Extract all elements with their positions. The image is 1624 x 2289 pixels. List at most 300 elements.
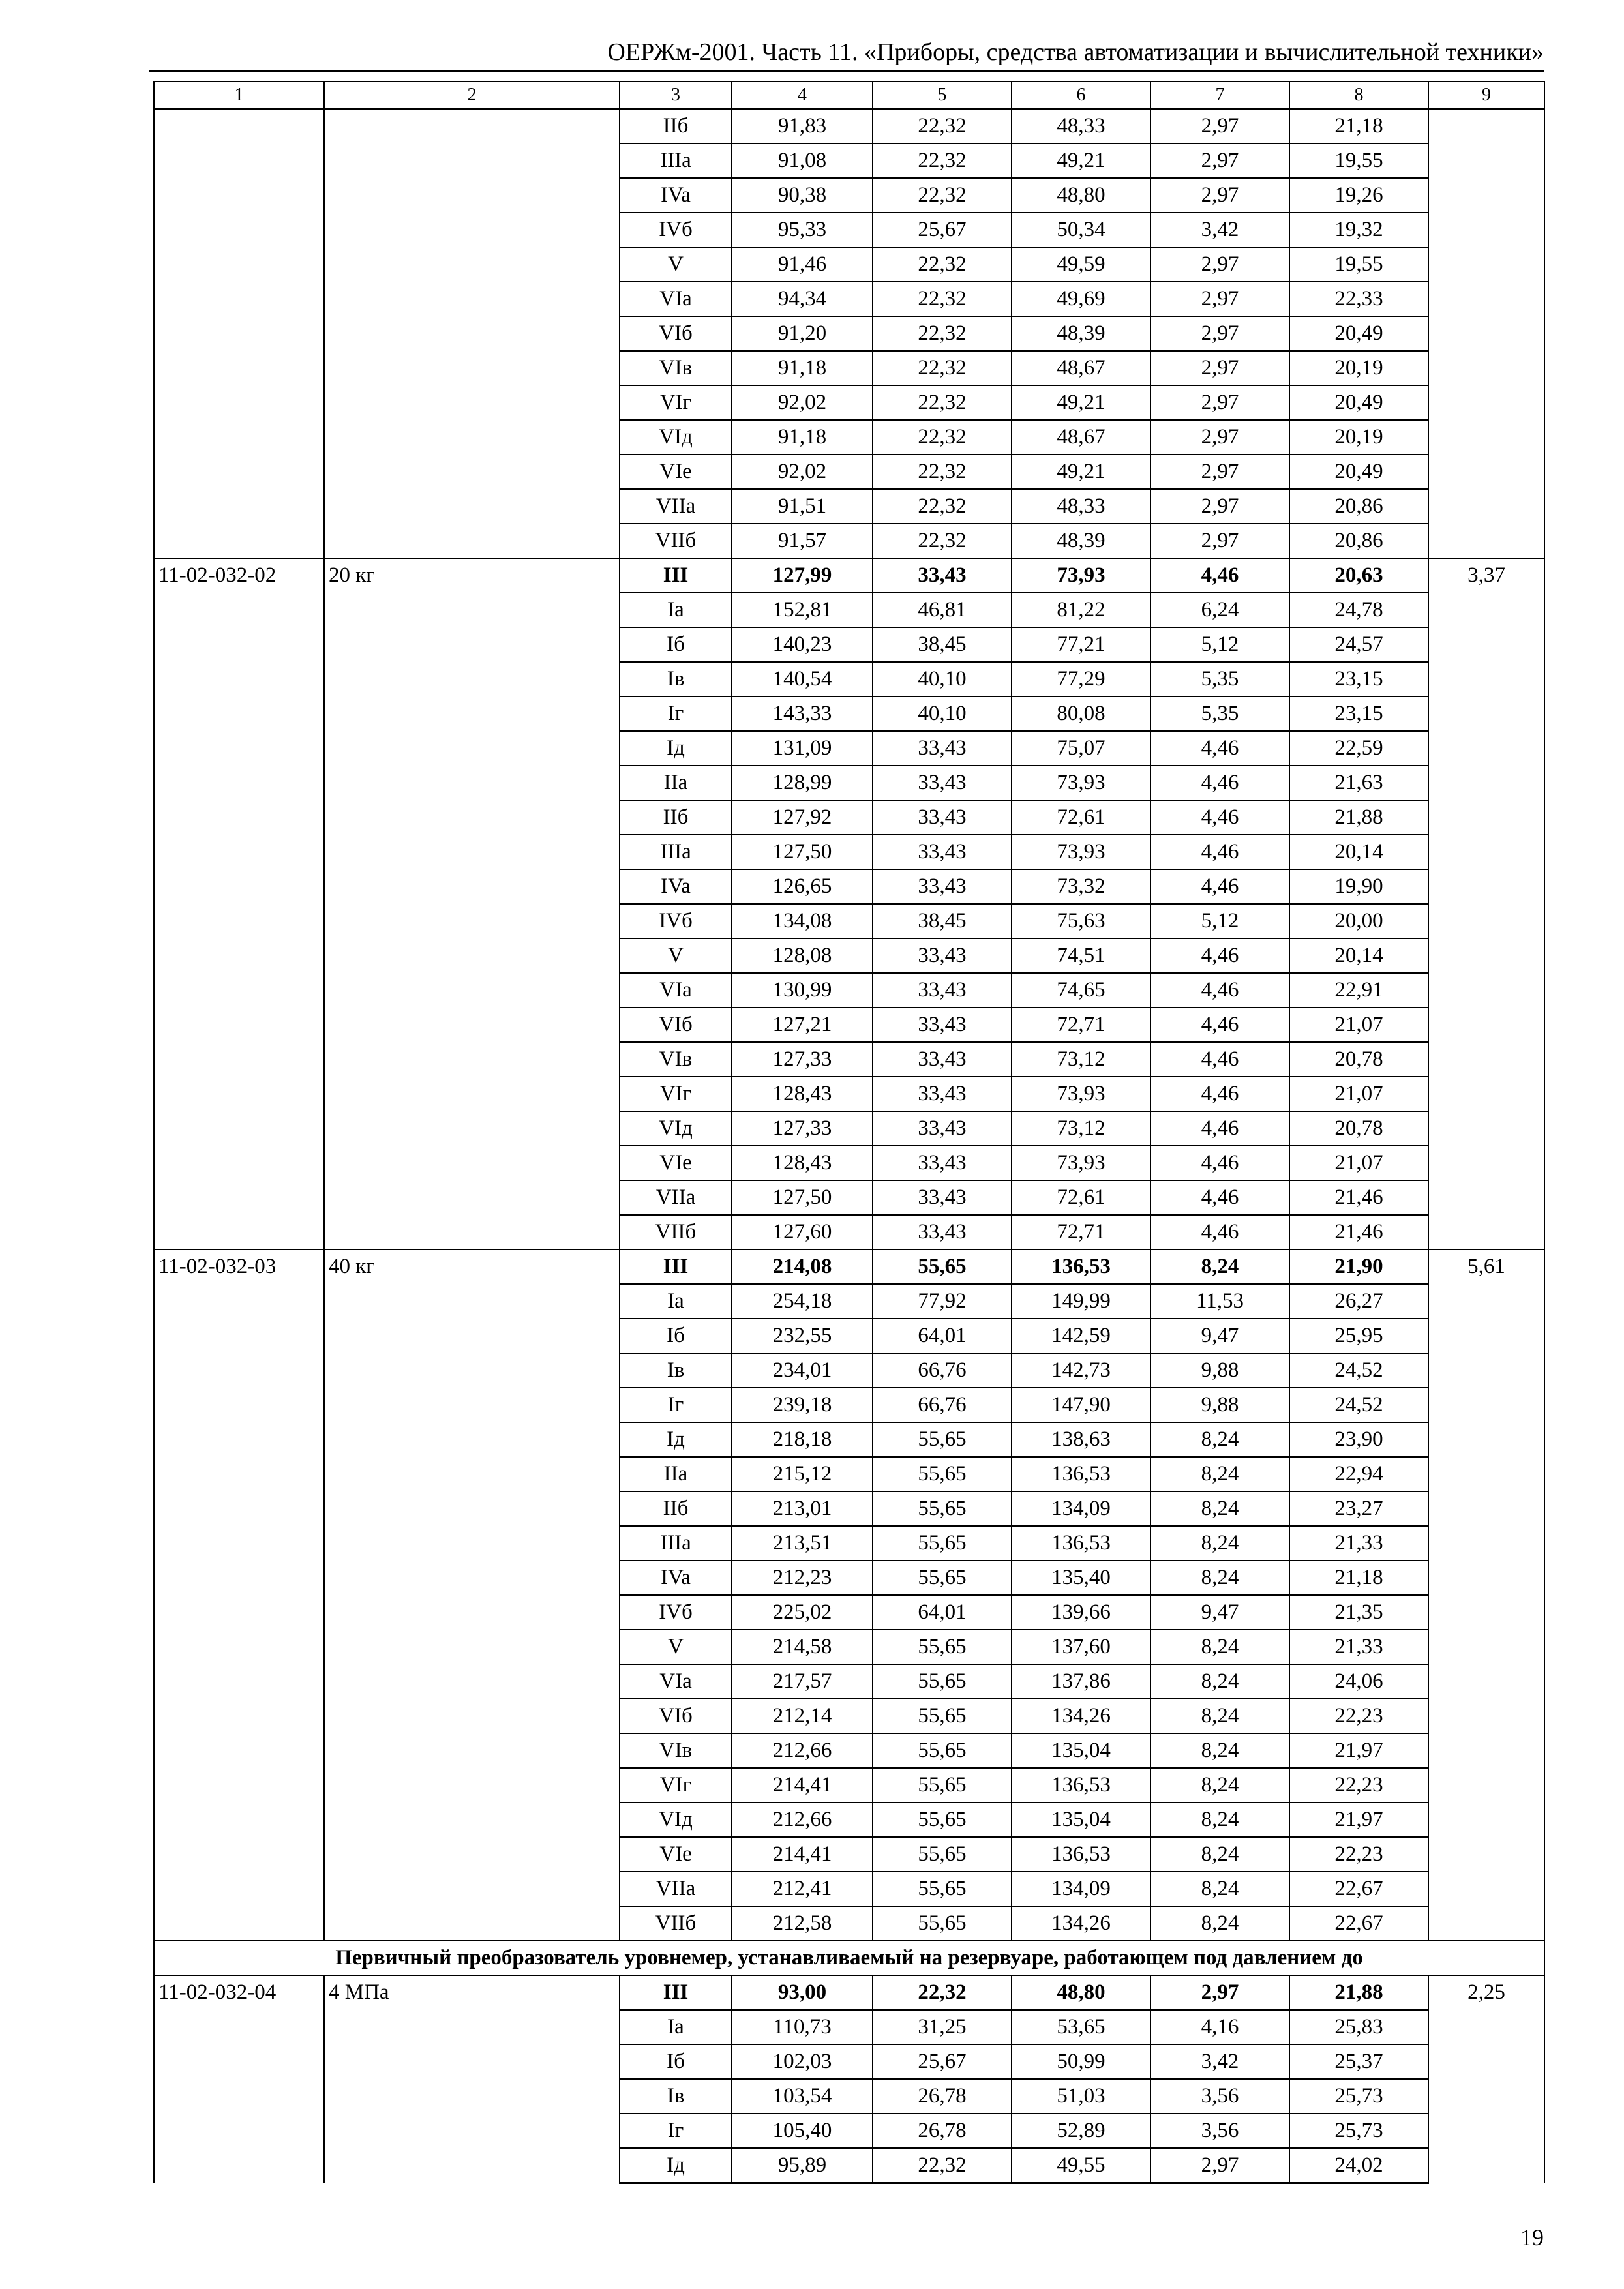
column-number: 1 [154, 82, 324, 109]
materials: 22,91 [1289, 973, 1428, 1008]
machinist-wages: 4,46 [1150, 835, 1289, 869]
zone-class: IVб [620, 904, 732, 938]
column-number-row [154, 82, 1544, 109]
machinist-wages: 3,56 [1150, 2114, 1289, 2148]
zone-class: IVa [620, 1561, 732, 1595]
wages: 33,43 [873, 938, 1012, 973]
materials: 20,19 [1289, 420, 1428, 455]
wages: 31,25 [873, 2010, 1012, 2044]
cost-total: 218,18 [732, 1422, 873, 1457]
machinist-wages: 4,16 [1150, 2010, 1289, 2044]
materials: 19,26 [1289, 178, 1428, 213]
machine-cost: 135,04 [1012, 1733, 1150, 1768]
rate-code: 11-02-032-02 [154, 558, 324, 1249]
machinist-wages: 4,46 [1150, 766, 1289, 800]
wages: 55,65 [873, 1872, 1012, 1906]
zone-class: IVa [620, 869, 732, 904]
machinist-wages: 8,24 [1150, 1872, 1289, 1906]
machinist-wages: 9,47 [1150, 1319, 1289, 1353]
machine-cost: 48,80 [1012, 178, 1150, 213]
cost-total: 91,46 [732, 247, 873, 282]
column-number: 9 [1428, 82, 1544, 109]
table-row [154, 109, 1544, 143]
cost-total: 94,34 [732, 282, 873, 316]
zone-class: IVб [620, 1595, 732, 1630]
machinist-wages: 4,46 [1150, 1180, 1289, 1215]
cost-total: 212,14 [732, 1699, 873, 1733]
cost-total: 140,23 [732, 627, 873, 662]
materials: 20,78 [1289, 1111, 1428, 1146]
machinist-wages: 3,42 [1150, 213, 1289, 247]
header-rule [149, 70, 1544, 72]
rate-description: 4 МПа [324, 1975, 620, 2183]
table-row [154, 1249, 1544, 1284]
cost-total: 127,21 [732, 1008, 873, 1042]
machine-cost: 134,09 [1012, 1491, 1150, 1526]
machinist-wages: 4,46 [1150, 938, 1289, 973]
zone-class: VIд [620, 1111, 732, 1146]
zone-class: IIa [620, 766, 732, 800]
rate-description [324, 109, 620, 558]
column-number: 6 [1012, 82, 1150, 109]
zone-class: V [620, 247, 732, 282]
wages: 46,81 [873, 593, 1012, 627]
zone-class: VIд [620, 1803, 732, 1837]
materials: 20,63 [1289, 558, 1428, 593]
zone-class: VIг [620, 385, 732, 420]
machinist-wages: 8,24 [1150, 1768, 1289, 1803]
zone-class: Ia [620, 2010, 732, 2044]
machine-cost: 73,12 [1012, 1042, 1150, 1077]
wages: 22,32 [873, 316, 1012, 351]
wages: 33,43 [873, 973, 1012, 1008]
machinist-wages: 9,47 [1150, 1595, 1289, 1630]
cost-total: 130,99 [732, 973, 873, 1008]
machine-cost: 53,65 [1012, 2010, 1150, 2044]
price-table [153, 81, 1545, 2184]
machinist-wages: 4,46 [1150, 1042, 1289, 1077]
zone-class: V [620, 1630, 732, 1664]
cost-total: 91,83 [732, 109, 873, 143]
machinist-wages: 8,24 [1150, 1664, 1289, 1699]
rate-code: 11-02-032-04 [154, 1975, 324, 2183]
wages: 22,32 [873, 1975, 1012, 2010]
machinist-wages: 2,97 [1150, 420, 1289, 455]
page-number: 19 [1520, 2224, 1544, 2251]
wages: 55,65 [873, 1249, 1012, 1284]
zone-class: VIв [620, 1042, 732, 1077]
machine-cost: 73,93 [1012, 835, 1150, 869]
column-number: 8 [1289, 82, 1428, 109]
machinist-wages: 2,97 [1150, 143, 1289, 178]
zone-class: VIд [620, 420, 732, 455]
cost-total: 127,60 [732, 1215, 873, 1249]
cost-total: 128,43 [732, 1077, 873, 1111]
cost-total: 239,18 [732, 1388, 873, 1422]
rate-code [154, 109, 324, 558]
materials: 25,73 [1289, 2079, 1428, 2114]
cost-total: 128,99 [732, 766, 873, 800]
materials: 22,33 [1289, 282, 1428, 316]
machinist-wages: 8,24 [1150, 1526, 1289, 1561]
wages: 22,32 [873, 455, 1012, 489]
zone-class: VIг [620, 1077, 732, 1111]
machine-cost: 75,07 [1012, 731, 1150, 766]
materials: 20,49 [1289, 385, 1428, 420]
machine-cost: 135,04 [1012, 1803, 1150, 1837]
cost-total: 214,41 [732, 1768, 873, 1803]
machine-cost: 73,93 [1012, 558, 1150, 593]
cost-total: 215,12 [732, 1457, 873, 1491]
machine-cost: 48,67 [1012, 420, 1150, 455]
wages: 66,76 [873, 1388, 1012, 1422]
machine-cost: 147,90 [1012, 1388, 1150, 1422]
cost-total: 143,33 [732, 696, 873, 731]
machinist-wages: 4,46 [1150, 1146, 1289, 1180]
wages: 55,65 [873, 1422, 1012, 1457]
zone-class: VIв [620, 351, 732, 385]
machinist-wages: 9,88 [1150, 1388, 1289, 1422]
cost-total: 212,66 [732, 1733, 873, 1768]
zone-class: VIIa [620, 489, 732, 524]
cost-total: 225,02 [732, 1595, 873, 1630]
machine-cost: 136,53 [1012, 1768, 1150, 1803]
cost-total: 213,01 [732, 1491, 873, 1526]
zone-class: IIб [620, 109, 732, 143]
machinist-wages: 2,97 [1150, 247, 1289, 282]
wages: 55,65 [873, 1906, 1012, 1941]
materials: 21,97 [1289, 1733, 1428, 1768]
wages: 26,78 [873, 2079, 1012, 2114]
machine-cost: 149,99 [1012, 1284, 1150, 1319]
machinist-wages: 2,97 [1150, 351, 1289, 385]
machine-cost: 50,34 [1012, 213, 1150, 247]
wages: 22,32 [873, 109, 1012, 143]
machine-cost: 49,21 [1012, 455, 1150, 489]
zone-class: VIIa [620, 1180, 732, 1215]
machinist-wages: 3,42 [1150, 2044, 1289, 2079]
cost-total: 131,09 [732, 731, 873, 766]
wages: 55,65 [873, 1803, 1012, 1837]
column-number: 4 [732, 82, 873, 109]
materials: 22,23 [1289, 1699, 1428, 1733]
zone-class: Iб [620, 627, 732, 662]
machinist-wages: 4,46 [1150, 800, 1289, 835]
zone-class: VIв [620, 1733, 732, 1768]
machinist-wages: 2,97 [1150, 489, 1289, 524]
rate-code: 11-02-032-03 [154, 1249, 324, 1941]
machinist-wages: 2,97 [1150, 455, 1289, 489]
machine-cost: 49,59 [1012, 247, 1150, 282]
zone-class: VIб [620, 316, 732, 351]
machine-cost: 81,22 [1012, 593, 1150, 627]
wages: 38,45 [873, 904, 1012, 938]
machine-cost: 73,93 [1012, 1077, 1150, 1111]
materials: 21,63 [1289, 766, 1428, 800]
machine-cost: 137,60 [1012, 1630, 1150, 1664]
machinist-wages: 6,24 [1150, 593, 1289, 627]
cost-total: 212,23 [732, 1561, 873, 1595]
machinist-wages: 4,46 [1150, 731, 1289, 766]
materials: 24,52 [1289, 1353, 1428, 1388]
materials: 20,14 [1289, 938, 1428, 973]
cost-total: 91,18 [732, 420, 873, 455]
materials: 24,78 [1289, 593, 1428, 627]
materials: 19,55 [1289, 247, 1428, 282]
machinist-wages: 5,35 [1150, 696, 1289, 731]
machinist-wages: 2,97 [1150, 316, 1289, 351]
materials: 20,78 [1289, 1042, 1428, 1077]
machine-cost: 72,71 [1012, 1215, 1150, 1249]
column-number: 7 [1150, 82, 1289, 109]
machine-cost: 51,03 [1012, 2079, 1150, 2114]
materials: 21,46 [1289, 1215, 1428, 1249]
materials: 21,07 [1289, 1077, 1428, 1111]
wages: 33,43 [873, 869, 1012, 904]
machine-cost: 77,21 [1012, 627, 1150, 662]
zone-class: Iг [620, 2114, 732, 2148]
materials: 22,67 [1289, 1872, 1428, 1906]
zone-class: VIIa [620, 1872, 732, 1906]
section-heading: Первичный преобразователь уровнемер, устанавливаемый на резервуаре, работающем под давлением до [154, 1941, 1544, 1975]
zone-class: IIIa [620, 143, 732, 178]
machinist-wages: 8,24 [1150, 1803, 1289, 1837]
machinist-wages: 4,46 [1150, 869, 1289, 904]
total-value [1428, 109, 1544, 558]
wages: 55,65 [873, 1526, 1012, 1561]
cost-total: 212,41 [732, 1872, 873, 1906]
machine-cost: 73,93 [1012, 766, 1150, 800]
wages: 22,32 [873, 282, 1012, 316]
total-value: 2,25 [1428, 1975, 1544, 2183]
machinist-wages: 4,46 [1150, 973, 1289, 1008]
wages: 25,67 [873, 213, 1012, 247]
machinist-wages: 2,97 [1150, 282, 1289, 316]
wages: 55,65 [873, 1457, 1012, 1491]
machine-cost: 49,21 [1012, 385, 1150, 420]
wages: 33,43 [873, 1111, 1012, 1146]
machinist-wages: 4,46 [1150, 558, 1289, 593]
machinist-wages: 8,24 [1150, 1561, 1289, 1595]
zone-class: Iв [620, 1353, 732, 1388]
cost-total: 127,33 [732, 1042, 873, 1077]
machine-cost: 142,73 [1012, 1353, 1150, 1388]
machinist-wages: 4,46 [1150, 1077, 1289, 1111]
cost-total: 110,73 [732, 2010, 873, 2044]
wages: 55,65 [873, 1768, 1012, 1803]
machine-cost: 73,32 [1012, 869, 1150, 904]
cost-total: 127,92 [732, 800, 873, 835]
materials: 21,07 [1289, 1146, 1428, 1180]
machinist-wages: 8,24 [1150, 1249, 1289, 1284]
cost-total: 152,81 [732, 593, 873, 627]
cost-total: 92,02 [732, 455, 873, 489]
wages: 33,43 [873, 1146, 1012, 1180]
wages: 38,45 [873, 627, 1012, 662]
machinist-wages: 8,24 [1150, 1699, 1289, 1733]
machine-cost: 138,63 [1012, 1422, 1150, 1457]
wages: 22,32 [873, 2148, 1012, 2183]
wages: 22,32 [873, 524, 1012, 558]
machine-cost: 142,59 [1012, 1319, 1150, 1353]
machinist-wages: 2,97 [1150, 1975, 1289, 2010]
materials: 22,59 [1289, 731, 1428, 766]
machine-cost: 48,33 [1012, 489, 1150, 524]
materials: 19,32 [1289, 213, 1428, 247]
wages: 22,32 [873, 247, 1012, 282]
materials: 22,67 [1289, 1906, 1428, 1941]
materials: 21,33 [1289, 1526, 1428, 1561]
machinist-wages: 2,97 [1150, 2148, 1289, 2183]
zone-class: VIa [620, 1664, 732, 1699]
column-number: 2 [324, 82, 620, 109]
cost-total: 128,43 [732, 1146, 873, 1180]
cost-total: 254,18 [732, 1284, 873, 1319]
zone-class: IIIa [620, 835, 732, 869]
wages: 55,65 [873, 1699, 1012, 1733]
zone-class: IIб [620, 800, 732, 835]
machine-cost: 72,61 [1012, 1180, 1150, 1215]
zone-class: IVa [620, 178, 732, 213]
zone-class: VIб [620, 1008, 732, 1042]
zone-class: VIa [620, 973, 732, 1008]
materials: 24,02 [1289, 2148, 1428, 2183]
machine-cost: 49,55 [1012, 2148, 1150, 2183]
materials: 24,06 [1289, 1664, 1428, 1699]
wages: 40,10 [873, 662, 1012, 696]
zone-class: IVб [620, 213, 732, 247]
cost-total: 91,18 [732, 351, 873, 385]
materials: 21,88 [1289, 800, 1428, 835]
zone-class: Iв [620, 662, 732, 696]
machinist-wages: 3,56 [1150, 2079, 1289, 2114]
materials: 20,86 [1289, 489, 1428, 524]
machine-cost: 72,61 [1012, 800, 1150, 835]
machinist-wages: 9,88 [1150, 1353, 1289, 1388]
machine-cost: 135,40 [1012, 1561, 1150, 1595]
wages: 22,32 [873, 489, 1012, 524]
machinist-wages: 11,53 [1150, 1284, 1289, 1319]
zone-class: Iг [620, 696, 732, 731]
wages: 33,43 [873, 1008, 1012, 1042]
machine-cost: 48,80 [1012, 1975, 1150, 2010]
cost-total: 102,03 [732, 2044, 873, 2079]
cost-total: 140,54 [732, 662, 873, 696]
zone-class: Iд [620, 1422, 732, 1457]
machine-cost: 136,53 [1012, 1526, 1150, 1561]
cost-total: 127,50 [732, 835, 873, 869]
wages: 64,01 [873, 1319, 1012, 1353]
cost-total: 105,40 [732, 2114, 873, 2148]
zone-class: Ia [620, 593, 732, 627]
machinist-wages: 4,46 [1150, 1008, 1289, 1042]
zone-class: VIг [620, 1768, 732, 1803]
cost-total: 127,50 [732, 1180, 873, 1215]
machinist-wages: 8,24 [1150, 1457, 1289, 1491]
cost-total: 93,00 [732, 1975, 873, 2010]
materials: 21,35 [1289, 1595, 1428, 1630]
machine-cost: 134,26 [1012, 1906, 1150, 1941]
materials: 24,52 [1289, 1388, 1428, 1422]
zone-class: III [620, 1249, 732, 1284]
total-value: 5,61 [1428, 1249, 1544, 1941]
materials: 20,00 [1289, 904, 1428, 938]
materials: 25,37 [1289, 2044, 1428, 2079]
wages: 55,65 [873, 1837, 1012, 1872]
machinist-wages: 2,97 [1150, 524, 1289, 558]
wages: 55,65 [873, 1733, 1012, 1768]
machine-cost: 134,09 [1012, 1872, 1150, 1906]
zone-class: IIa [620, 1457, 732, 1491]
machine-cost: 137,86 [1012, 1664, 1150, 1699]
running-header: ОЕРЖм-2001. Часть 11. «Приборы, средства автоматизации и вычислительной техники» [607, 38, 1544, 66]
wages: 77,92 [873, 1284, 1012, 1319]
materials: 19,90 [1289, 869, 1428, 904]
cost-total: 214,41 [732, 1837, 873, 1872]
materials: 21,88 [1289, 1975, 1428, 2010]
materials: 21,18 [1289, 1561, 1428, 1595]
wages: 55,65 [873, 1664, 1012, 1699]
materials: 25,83 [1289, 2010, 1428, 2044]
zone-class: Iв [620, 2079, 732, 2114]
materials: 23,90 [1289, 1422, 1428, 1457]
table-row [154, 1975, 1544, 2010]
machinist-wages: 8,24 [1150, 1491, 1289, 1526]
machinist-wages: 8,24 [1150, 1733, 1289, 1768]
zone-class: Iд [620, 731, 732, 766]
zone-class: Iг [620, 1388, 732, 1422]
zone-class: Iб [620, 2044, 732, 2079]
materials: 19,55 [1289, 143, 1428, 178]
machinist-wages: 5,12 [1150, 904, 1289, 938]
materials: 22,23 [1289, 1837, 1428, 1872]
materials: 20,14 [1289, 835, 1428, 869]
materials: 26,27 [1289, 1284, 1428, 1319]
cost-total: 212,66 [732, 1803, 873, 1837]
wages: 33,43 [873, 766, 1012, 800]
wages: 33,43 [873, 1180, 1012, 1215]
materials: 25,95 [1289, 1319, 1428, 1353]
machine-cost: 136,53 [1012, 1249, 1150, 1284]
cost-total: 92,02 [732, 385, 873, 420]
materials: 20,49 [1289, 316, 1428, 351]
machine-cost: 50,99 [1012, 2044, 1150, 2079]
materials: 21,46 [1289, 1180, 1428, 1215]
machine-cost: 136,53 [1012, 1457, 1150, 1491]
wages: 33,43 [873, 1215, 1012, 1249]
machinist-wages: 8,24 [1150, 1422, 1289, 1457]
materials: 20,86 [1289, 524, 1428, 558]
cost-total: 127,33 [732, 1111, 873, 1146]
machine-cost: 74,65 [1012, 973, 1150, 1008]
zone-class: IIб [620, 1491, 732, 1526]
cost-total: 214,58 [732, 1630, 873, 1664]
machinist-wages: 4,46 [1150, 1215, 1289, 1249]
materials: 21,18 [1289, 109, 1428, 143]
materials: 23,15 [1289, 662, 1428, 696]
machinist-wages: 5,35 [1150, 662, 1289, 696]
total-value: 3,37 [1428, 558, 1544, 1249]
cost-total: 234,01 [732, 1353, 873, 1388]
wages: 55,65 [873, 1491, 1012, 1526]
materials: 20,49 [1289, 455, 1428, 489]
cost-total: 91,20 [732, 316, 873, 351]
machine-cost: 136,53 [1012, 1837, 1150, 1872]
machinist-wages: 2,97 [1150, 385, 1289, 420]
machine-cost: 72,71 [1012, 1008, 1150, 1042]
machine-cost: 77,29 [1012, 662, 1150, 696]
wages: 26,78 [873, 2114, 1012, 2148]
